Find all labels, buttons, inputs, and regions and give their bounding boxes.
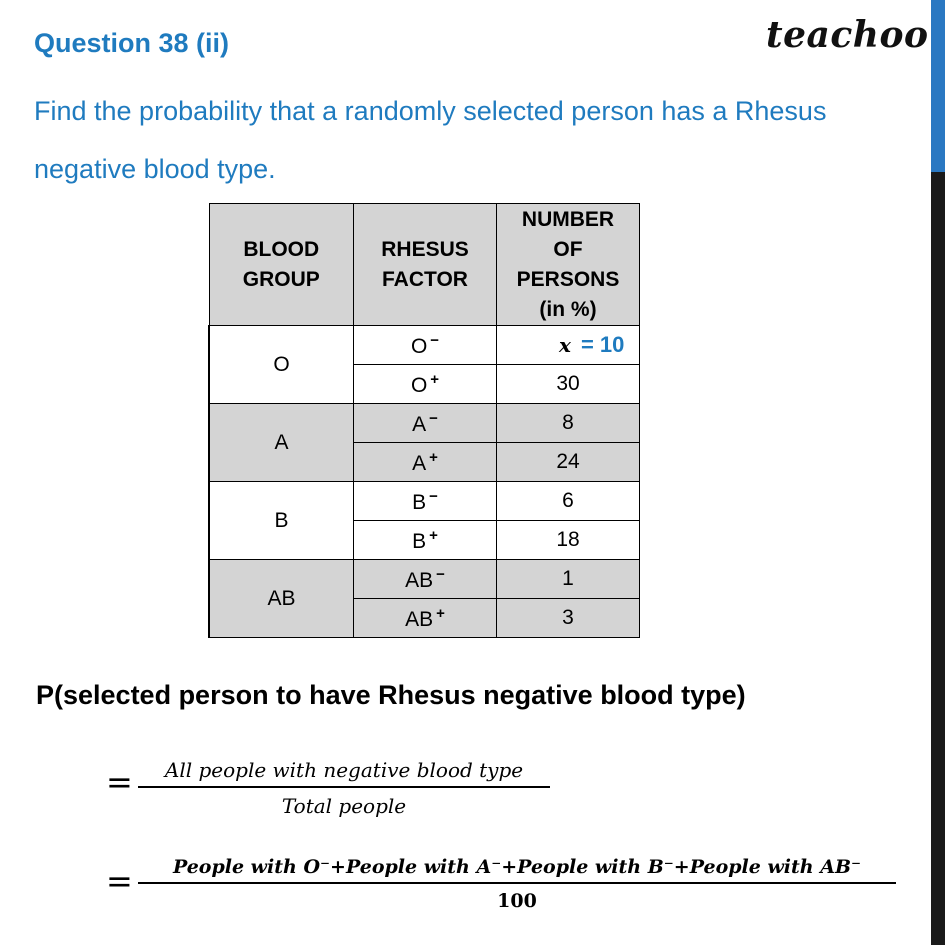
value-b-pos: 18 <box>497 521 640 560</box>
fraction-bar-1 <box>138 786 550 788</box>
value-ab-neg: 1 <box>497 560 640 599</box>
header-rhesus-factor: RHESUS FACTOR <box>354 204 497 326</box>
factor-b-neg: B − <box>354 482 497 521</box>
question-text: Find the probability that a randomly selected person has a Rhesus negative blood type. <box>34 96 827 184</box>
factor-ab-pos: AB + <box>354 599 497 638</box>
group-ab: AB <box>209 560 354 638</box>
brand-logo: teachoo <box>766 14 929 56</box>
header-blood-group: BLOOD GROUP <box>209 204 354 326</box>
fraction-step-1 <box>138 758 550 818</box>
value-a-neg: 8 <box>497 404 640 443</box>
question-label: Question 38 (ii) <box>34 28 230 58</box>
factor-ab-neg: AB − <box>354 560 497 599</box>
step1-numerator: All people with negative blood type <box>164 758 524 782</box>
fraction-bar-2 <box>138 882 896 884</box>
group-a: A <box>209 404 354 482</box>
factor-o-neg: O − <box>354 326 497 365</box>
header-number-of-persons: NUMBER OF PERSONS (in %) <box>497 204 640 326</box>
value-b-neg: 6 <box>497 482 640 521</box>
value-ab-pos: 3 <box>497 599 640 638</box>
equals-sign-2: = <box>106 862 133 900</box>
value-o-neg <box>497 326 640 365</box>
group-b: B <box>209 482 354 560</box>
factor-b-pos: B + <box>354 521 497 560</box>
step2-denominator: 100 <box>497 890 537 912</box>
value-o-pos: 30 <box>497 365 640 404</box>
blood-group-table <box>208 203 640 638</box>
right-edge-accent <box>931 0 945 172</box>
fraction-step-2 <box>138 856 896 912</box>
group-o: O <box>209 326 354 404</box>
factor-o-pos: O + <box>354 365 497 404</box>
value-a-pos: 24 <box>497 443 640 482</box>
factor-a-neg: A − <box>354 404 497 443</box>
probability-heading: P(selected person to have Rhesus negative blood type) <box>36 680 746 710</box>
x-value-annotation: = 10 <box>580 332 625 357</box>
x-variable: x <box>559 333 571 357</box>
step1-denominator: Total people <box>281 794 407 818</box>
factor-a-pos: A + <box>354 443 497 482</box>
step2-numerator: People with O⁻+People with A⁻+People with B⁻+People with AB⁻ <box>172 856 862 878</box>
equals-sign-1: = <box>106 763 133 801</box>
